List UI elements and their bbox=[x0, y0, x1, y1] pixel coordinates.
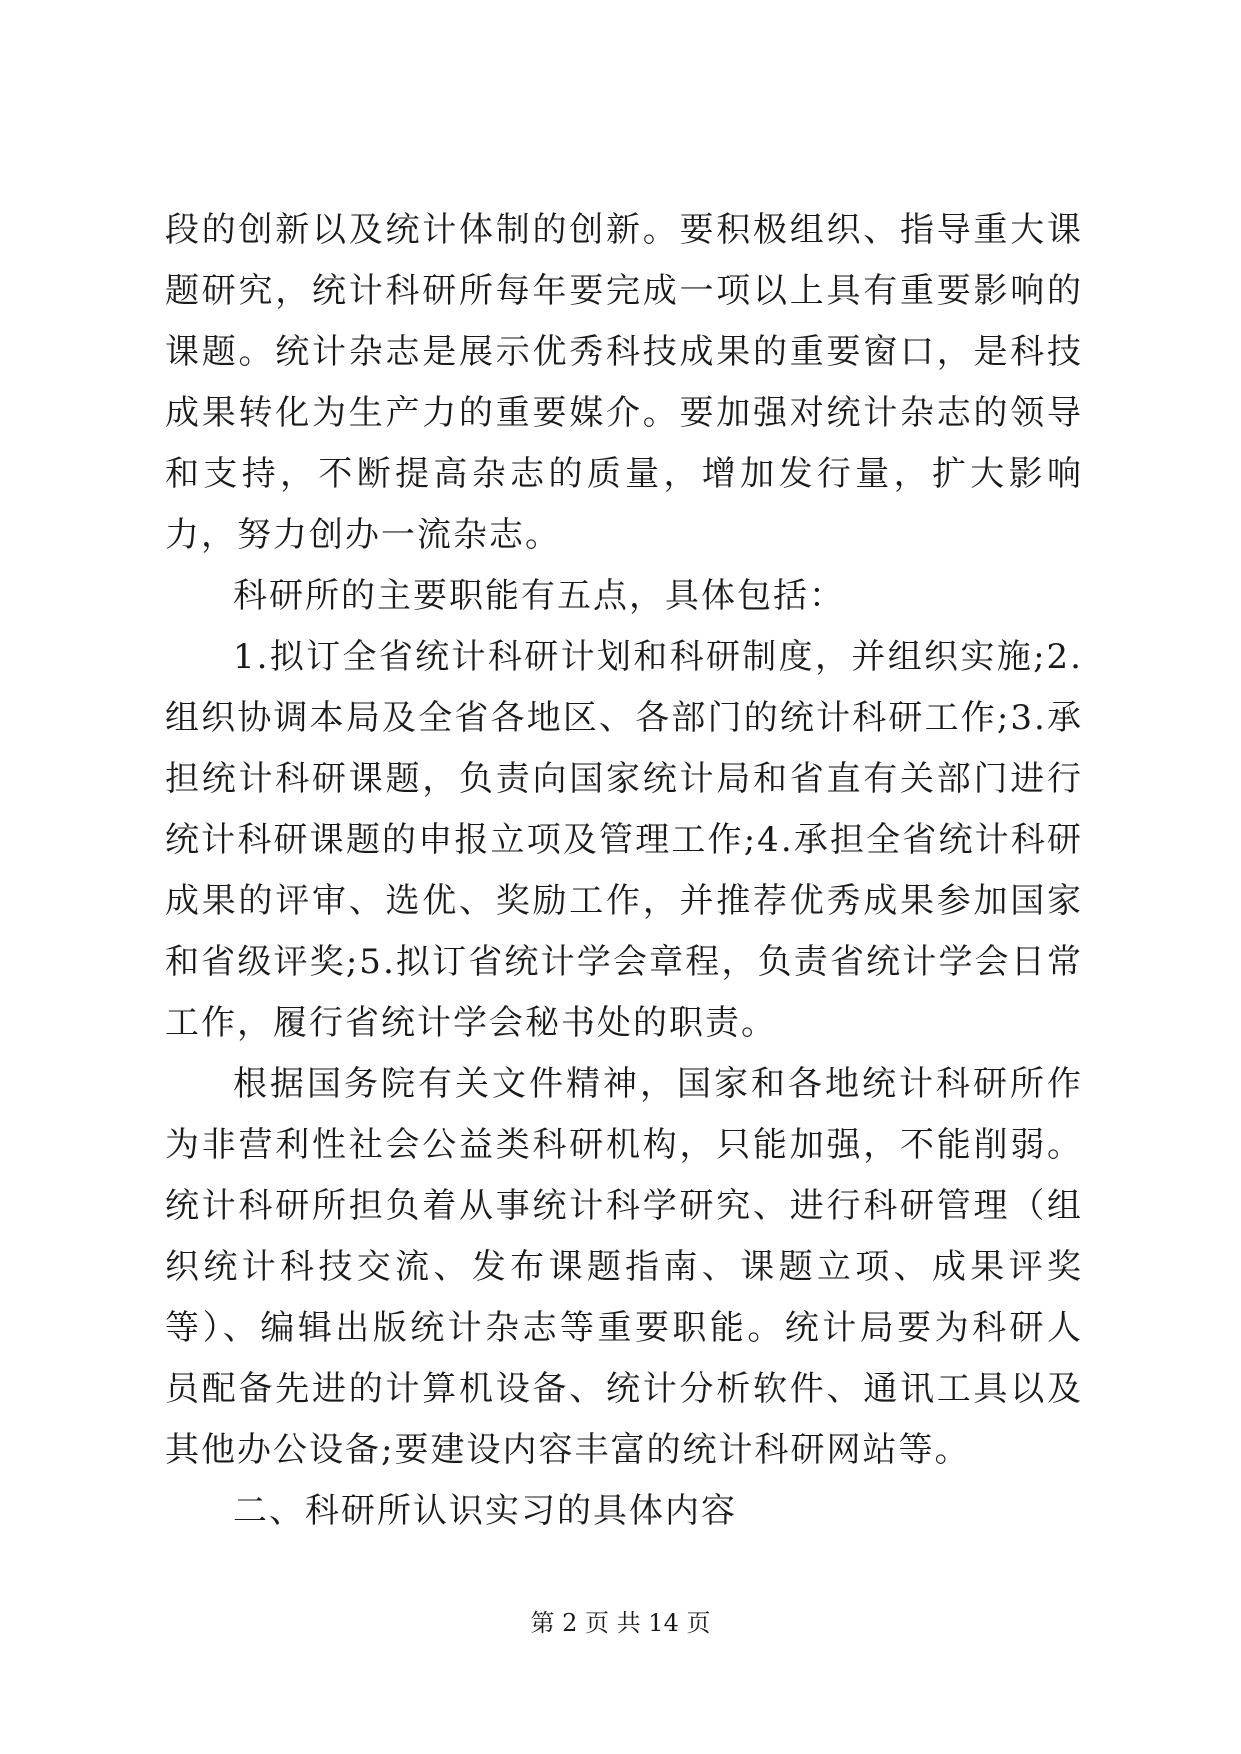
paragraph-functions-intro: 科研所的主要职能有五点，具体包括： bbox=[233, 576, 845, 616]
document-body bbox=[165, 200, 1083, 1542]
page-number-footer: 第 2 页 共 14 页 bbox=[530, 1609, 711, 1637]
paragraph-continuation: 段的创新以及统计体制的创新。要积极组织、指导重大课题研究，统计科研所每年要完成一项以上具有重要影响的课题。统计杂志是展示优秀科技成果的重要窗口，是科技成果转化为生产力的重要媒介。要加强对统计杂志的领导和支持，不断提高杂志的质量，增加发行量，扩大影响力，努力创办一流杂志。 bbox=[165, 210, 1083, 555]
section-heading: 二、科研所认识实习的具体内容 bbox=[233, 1491, 737, 1531]
paragraph-state-council: 根据国务院有关文件精神，国家和各地统计科研所作为非营利性社会公益类科研机构，只能加强，不能削弱。统计科研所担负着从事统计科学研究、进行科研管理（组织统计科技交流、发布课题指南、课题立项、成果评奖等）、编辑出版统计杂志等重要职能。统计局要为科研人员配备先进的计算机设备、统计分析软件、通讯工具以及其他办公设备;要建设内容丰富的统计科研网站等。 bbox=[165, 1064, 1083, 1470]
paragraph-functions-list: 1.拟订全省统计科研计划和科研制度，并组织实施;2.组织协调本局及全省各地区、各部门的统计科研工作;3.承担统计科研课题，负责向国家统计局和省直有关部门进行统计科研课题的申报立项及管理工作;4.承担全省统计科研成果的评审、选优、奖励工作，并推荐优秀成果参加国家和省级评奖;5.拟订省统计学会章程，负责省统计学会日常工作，履行省统计学会秘书处的职责。 bbox=[165, 637, 1083, 1043]
